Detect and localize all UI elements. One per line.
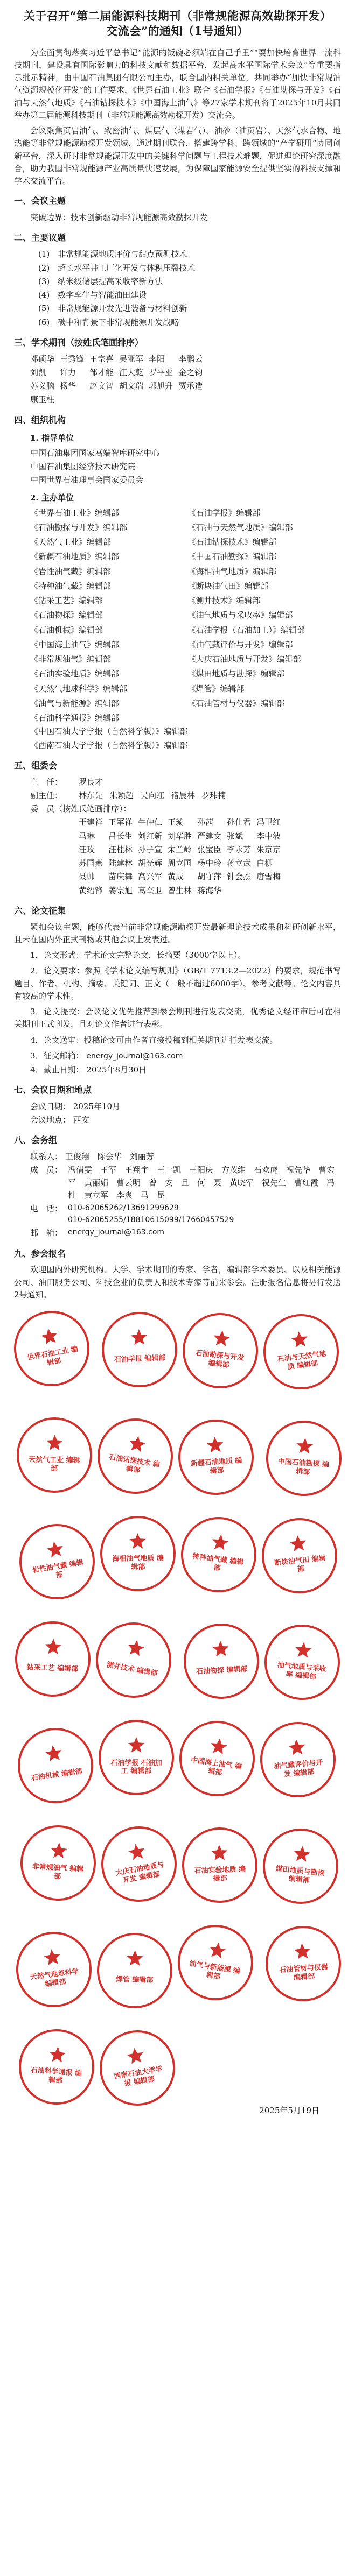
- committee-member: 唐雪梅: [256, 872, 281, 882]
- host-unit: 《天然气工业》编辑部: [30, 537, 112, 547]
- notice-page: [0, 9, 355, 2576]
- subsection-heading: 1. 指导单位: [30, 433, 74, 443]
- seal-label: 石油实验地质 编辑部: [194, 1865, 246, 1883]
- star-icon: [99, 1935, 171, 2007]
- official-seal: [176, 1417, 256, 1497]
- seal-label: 石油学报 编辑部: [114, 1354, 166, 1365]
- phone-number[interactable]: 010-62065262/13691299629: [68, 1204, 179, 1212]
- star-icon: [98, 1823, 180, 1905]
- committee-member: 刘华胜: [168, 831, 192, 841]
- committee-member: 钟会杰: [227, 872, 252, 882]
- section-date-place: [14, 1084, 341, 1126]
- committee-member: 白柳: [256, 858, 273, 869]
- subsection-heading: 2. 主办单位: [30, 493, 74, 503]
- seal-label: 中国海上油气 编辑部: [190, 1756, 242, 1777]
- host-unit: 《西南石油大学学报（自然科学版）》编辑部: [30, 740, 188, 750]
- committee-member: 周立国: [168, 858, 192, 869]
- name-item: 汪大乾: [119, 367, 144, 377]
- seal-label: 石油与天然气地质 编辑部: [277, 1350, 327, 1372]
- host-unit: 《特种油气藏》编辑部: [30, 581, 112, 591]
- vice-name: 朱颖超: [109, 790, 134, 800]
- official-seal: [182, 1622, 261, 1701]
- committee-member: 冯卫红: [256, 817, 281, 828]
- seal-label: 油气地质与采收率 编辑部: [277, 1661, 327, 1682]
- committee-members-grid: [79, 816, 281, 897]
- seal-label: 断块油气田 编辑部: [274, 1554, 326, 1574]
- official-seal: [16, 1417, 93, 1493]
- section-heading: 七、会议日期和地点: [14, 1084, 92, 1095]
- committee-member: 宋兰岭: [168, 844, 192, 855]
- vice-name: 褚晨林: [171, 790, 196, 800]
- name-item: 李鹏云: [178, 354, 203, 364]
- star-icon: [16, 1622, 90, 1696]
- name-item: 赵文智: [89, 381, 114, 391]
- contact-row: [14, 1151, 341, 1163]
- theme-text: 突破边界：技术创新驱动非常规能源高效勘探开发: [30, 213, 208, 223]
- star-icon: [96, 2028, 178, 2109]
- star-icon: [183, 1829, 257, 1902]
- star-icon: [14, 1930, 93, 2009]
- star-icon: [21, 1826, 96, 1901]
- submission-email-row: [14, 1050, 341, 1063]
- section-heading: 四、组织机构: [14, 414, 66, 425]
- secretariat-members-row: [14, 1164, 341, 1202]
- phone-label: 电 话：: [30, 1204, 63, 1213]
- seal-label: 岩性油气藏 编辑部: [32, 1559, 84, 1580]
- papers-intro: 紧扣会议主题，能够代表当前非常规能源勘探开发最新理论技术成果和科研创新水平，且未在国内外正式刊物或其他会议上发表过。: [14, 922, 341, 944]
- committee-member: 牛仲仁: [138, 817, 163, 828]
- date-label: 会议日期：: [30, 1101, 71, 1111]
- seal-label: 石油科学通报 编辑部: [30, 2066, 82, 2085]
- seal-label: 测井技术 编辑部: [106, 1661, 158, 1678]
- star-icon: [181, 1312, 259, 1390]
- host-unit: 《石油与天然气地质》编辑部: [187, 522, 293, 532]
- name-item: 王宗喜: [89, 354, 114, 364]
- host-unit: 《油气藏评价与开发》编辑部: [187, 639, 293, 650]
- star-icon: [103, 1313, 177, 1387]
- vice-names: [79, 789, 226, 802]
- star-icon: [259, 1721, 336, 1798]
- official-seal: [14, 1620, 92, 1698]
- name-item: 杨华: [60, 381, 76, 391]
- date-value: 2025年10月: [73, 1101, 121, 1111]
- committee-member: 张斌: [227, 831, 243, 841]
- official-seal: [95, 1820, 183, 1908]
- host-unit: 《油气与新能源》编辑部: [30, 698, 120, 708]
- place-row: [14, 1114, 341, 1126]
- name-item: 邓硕华: [30, 354, 55, 364]
- committee-members-row: [14, 816, 341, 897]
- official-seal: [92, 1413, 178, 1499]
- name-item: 王秀锋: [60, 354, 85, 364]
- star-icon: [16, 1521, 98, 1603]
- deadline-row: [14, 1064, 341, 1076]
- host-unit: 《中国海上油气》编辑部: [30, 639, 120, 650]
- seal-label: 海相油气地质 编辑部: [112, 1554, 164, 1572]
- official-seal: [96, 1932, 173, 2009]
- star-icon: [177, 1719, 257, 1799]
- deadline-value: 2025年8月30日: [86, 1064, 147, 1075]
- contact-names: 王俊翔 陈会华 刘丽芳: [65, 1152, 154, 1161]
- guide-unit: 中国石油集团国家高端智库研究中心: [30, 448, 160, 458]
- name-item: 贾承造: [178, 381, 203, 391]
- host-unit: 《石油学报》编辑部: [187, 507, 261, 518]
- name-item: 吴亚军: [119, 354, 144, 364]
- host-unit: 《岩性油气藏》编辑部: [30, 566, 112, 576]
- committee-chair-row: [14, 776, 341, 788]
- host-unit: 《石油钻探技术》编辑部: [187, 537, 277, 547]
- official-seal: [16, 2027, 96, 2107]
- place-label: 会议地点：: [30, 1114, 71, 1125]
- vice-name: 吴向红: [140, 790, 165, 800]
- papers-item: 1．论文形式：学术论文完整论文，长摘要（3000字以上）。: [30, 950, 246, 961]
- vice-name: 林东先: [79, 790, 103, 800]
- member-label: 成 员：: [30, 1165, 63, 1175]
- host-units-grid: [14, 507, 341, 710]
- committee-member: 严建文: [197, 831, 222, 841]
- committee-member: 孙茜: [197, 817, 214, 828]
- host-unit: 《中国石油大学学报（自然科学版）》编辑部: [30, 726, 188, 737]
- committee-member: 曾生林: [168, 885, 192, 895]
- seal-label: 世界石油工业 编辑部: [26, 1345, 79, 1367]
- name-item: 许力: [60, 367, 76, 377]
- official-seal: [263, 1418, 344, 1498]
- host-unit: 《测井技术》编辑部: [187, 596, 261, 606]
- official-seal: [14, 1519, 100, 1605]
- seal-label: 天然气工业 编辑部: [28, 1456, 80, 1473]
- star-icon: [179, 1515, 258, 1594]
- section-secretariat: [14, 1134, 341, 1239]
- journal-names-grid: [14, 353, 341, 406]
- host-unit: 《石油勘探与开发》编辑部: [30, 522, 128, 532]
- registration-text: 欢迎国内外研究机构、大学、学术期刊的专家、学者，编辑部学术委员、以及相关能源公司、油田服务公司、科技企业的负责人和技术专家等前来参会。注册报名信息将另行发送2号通知。: [14, 1265, 341, 1300]
- official-seal: [259, 1310, 343, 1394]
- committee-member: 胡光辉: [138, 858, 163, 869]
- page-title: 关于召开“第二届能源科技期刊（非常规能源高效勘探开发）交流会”的通知（1号通知）: [23, 9, 332, 38]
- committee-members-label: 委 员（按姓氏笔画排序）：: [30, 804, 131, 814]
- section-heading: 三、学术期刊（按姓氏笔画排序）: [14, 337, 144, 348]
- topic-item: (3) 纳米级储层提高采收率新方法: [38, 276, 163, 286]
- official-seal: [90, 1617, 177, 1704]
- committee-member: 孙子宣: [138, 844, 163, 855]
- section-heading: 六、论文征集: [14, 905, 66, 916]
- host-unit: 《中国石油勘探》编辑部: [187, 552, 277, 562]
- star-icon: [101, 1722, 172, 1793]
- star-icon: [184, 1624, 259, 1699]
- committee-member: 苏国燕: [79, 858, 103, 869]
- star-icon: [266, 1926, 342, 2002]
- role-label: 副主任：: [30, 790, 63, 800]
- topic-item: (2) 超长水平井工厂化开发与体积压裂技术: [38, 263, 196, 273]
- contact-label: 联系人：: [30, 1152, 63, 1161]
- committee-member: 黄绍锋: [79, 885, 103, 895]
- host-unit: 《海相油气地质》编辑部: [187, 566, 277, 576]
- papers-item: 2．论文要求：参照《学术论文编写规则》（GB/T 7713.2—2022）的要求，规范书写题目、作者、机构、摘要、关键词、正文（一般不超过6000字）、参考文献等。论文内容具有较高的学术性。: [14, 966, 341, 1001]
- phone-row: [14, 1203, 341, 1226]
- committee-member: 张宝臣: [197, 844, 222, 855]
- official-seal: [172, 1919, 259, 2006]
- name-item: 金之钧: [178, 367, 203, 377]
- seal-label: 石油物探 编辑部: [196, 1665, 248, 1676]
- seal-label: 石油机械 编辑部: [31, 1767, 83, 1783]
- secretariat-members: 冯倩雯 王军 王翔宇 王一凯 王阳庆 方茂维 石欢虎 祝先华 曹宏平 黄丽娟 曹云明 曾 安 旦 何 聂 黄晓军 祝先生 曹红霞 冯 杜 黄立军 李爽 马 昆: [68, 1165, 343, 1200]
- official-seal: [99, 1720, 174, 1795]
- official-seal: [259, 1825, 342, 1908]
- committee-member: 孙仕君: [227, 817, 252, 828]
- section-heading: 八、会务组: [14, 1135, 58, 1146]
- star-icon: [175, 1922, 256, 2003]
- vice-name: 罗玮楠: [201, 790, 226, 800]
- section-organization: [14, 414, 341, 752]
- committee-vice-row: [14, 789, 341, 802]
- intro-section: [14, 47, 341, 188]
- name-item: 刘凯: [30, 367, 47, 377]
- section-papers: [14, 905, 341, 1076]
- seal-label: 大庆石油地质与开发 编辑部: [115, 1861, 165, 1885]
- official-seal: [100, 1515, 176, 1592]
- committee-member: 黄成: [168, 872, 184, 882]
- guide-unit: 中国世界石油理事会国家委员会: [30, 475, 144, 485]
- seal-label: 石油管材与仪器 编辑部: [279, 1963, 329, 1982]
- name-item: 康玉柱: [30, 394, 55, 405]
- committee-member: 王军祥: [108, 817, 133, 828]
- phone-number[interactable]: 010-62065255/18810615099/17660457529: [68, 1215, 234, 1224]
- phone-list: [68, 1203, 234, 1226]
- papers-item: 4．论文送审：投稿论文可由作者直接投稿到相关期刊进行发表交流。: [30, 1035, 278, 1045]
- star-icon: [15, 1726, 95, 1806]
- star-icon: [261, 1827, 339, 1905]
- chair-name: 罗良才: [79, 777, 103, 787]
- host-unit: 《大庆石油地质与开发》编辑部: [187, 654, 301, 665]
- sign-date: 2025年5月19日: [259, 2105, 319, 2115]
- section-theme: [14, 195, 341, 224]
- seal-label: 西南石油大学学报 编辑部: [113, 2065, 163, 2088]
- host-unit: 《非常规油气》编辑部: [30, 654, 112, 665]
- host-unit: 《石油机械》编辑部: [30, 625, 103, 635]
- section-registration: [14, 1247, 341, 1302]
- seal-label: 特种油气藏 编辑部: [192, 1552, 245, 1573]
- committee-member: 蒋海华: [197, 885, 222, 895]
- committee-member: 李中波: [256, 831, 281, 841]
- star-icon: [178, 1420, 254, 1495]
- section-heading: 五、组委会: [14, 760, 58, 771]
- section-topics: [14, 231, 341, 328]
- deadline-label: 4．截止日期：: [30, 1064, 84, 1075]
- committee-member: 朱京京: [256, 844, 281, 855]
- name-item: 胡文瑞: [119, 381, 144, 391]
- official-seal: [258, 1514, 341, 1597]
- star-icon: [102, 1518, 174, 1590]
- committee-member: 杨中玲: [197, 858, 222, 869]
- name-item: 李阳: [149, 354, 165, 364]
- official-seal: [261, 1621, 343, 1703]
- host-unit: 《煤田地质与勘探》编辑部: [187, 669, 285, 679]
- seal-label: 煤田地质与勘探 编辑部: [275, 1865, 325, 1886]
- committee-member: 汪玫: [79, 844, 95, 855]
- seal-label: 石油钻探技术 编辑部: [108, 1453, 161, 1475]
- host-unit: 《石油学报（石油加工）》编辑部: [187, 625, 305, 635]
- star-icon: [19, 2029, 95, 2105]
- email-label: 3．征文邮箱：: [30, 1050, 84, 1061]
- seal-label: 焊管 编辑部: [115, 1975, 154, 1985]
- host-unit: 《石油物探》编辑部: [30, 610, 103, 620]
- official-seal: [181, 1826, 259, 1904]
- seal-label: 天然气地球科学 编辑部: [30, 1968, 80, 1989]
- committee-member: 葛奎卫: [138, 885, 163, 895]
- submission-email[interactable]: energy_journal@163.com: [86, 1051, 183, 1061]
- committee-member: 高兴军: [138, 872, 163, 882]
- committee-member: 姜宗旭: [108, 885, 133, 895]
- papers-item: 3．论文提交：会议论文优先推荐到参会期刊进行发表交流，优秀论文经评审后可在相关期刊正式刊发，且对论文作者进行表彰。: [14, 1007, 341, 1029]
- committee-member: 马琳: [79, 831, 95, 841]
- name-item: 郭旭升: [149, 381, 173, 391]
- seal-label: 油气藏评价与开发 编辑部: [273, 1759, 323, 1779]
- committee-member: 于建祥: [79, 817, 103, 828]
- official-seal: [101, 1311, 179, 1389]
- name-item: 苏义脑: [30, 381, 55, 391]
- section-heading: 一、会议主题: [14, 196, 66, 207]
- section-committee: [14, 759, 341, 897]
- star-icon: [18, 1419, 91, 1491]
- official-seal: [177, 1513, 261, 1597]
- date-row: [14, 1100, 341, 1113]
- committee-member: 汪桂林: [108, 844, 133, 855]
- host-unit: 《新疆石油地质》编辑部: [30, 552, 120, 562]
- official-seal: [94, 2025, 180, 2111]
- official-seal: [18, 1824, 98, 1903]
- official-seals-area: [14, 1310, 341, 2139]
- host-unit: 《断块油气田》编辑部: [187, 581, 269, 591]
- star-icon: [260, 1517, 338, 1595]
- mail-label: 邮 箱：: [30, 1228, 63, 1238]
- committee-member: 刘红新: [138, 831, 163, 841]
- seal-label: 非常规油气 编辑部: [32, 1863, 84, 1881]
- host-unit: 《石油实验地质》编辑部: [30, 669, 120, 679]
- star-icon: [94, 1416, 176, 1497]
- name-item: 邹才能: [89, 367, 114, 377]
- committee-member: 王璇: [168, 817, 184, 828]
- star-icon: [93, 1619, 175, 1702]
- official-seal: [175, 1716, 260, 1801]
- section-journals: [14, 336, 341, 406]
- star-icon: [11, 1308, 93, 1390]
- intro-paragraph: 为全面贯彻落实习近平总书记“能源的饭碗必须端在自己手里”“要加快培育世界一流科技期刊，建设具有国际影响力的科技文献和数据平台，发起高水平国际学术会议”等重要指示批示精神，由中国石油集团有限公司主办，联合国内相关单位，共同举办“加快非常规油气资源规模化开发”的工作要求，《世界石油工业》联合《石油学报》《石油勘探与开发》《石油与天然气地质》《石油钻探技术》《中国海上油气》等27家学术期刊将于2025年10月共同举办第二届能源科技期刊（非常规能源高效勘探开发）交流会。: [14, 47, 341, 120]
- star-icon: [263, 1624, 340, 1701]
- host-unit: 《世界石油工业》编辑部: [30, 507, 120, 518]
- name-item: 罗平亚: [149, 367, 173, 377]
- seal-label: 石油勘探与开发 编辑部: [194, 1349, 245, 1370]
- host-unit: 《焊管》编辑部: [187, 683, 245, 694]
- committee-member: 李永芳: [227, 844, 252, 855]
- seal-label: 石油学报 石油加工 编辑部: [110, 1759, 162, 1776]
- committee-member: 陆建林: [108, 858, 133, 869]
- official-seal: [8, 1305, 95, 1392]
- committee-member: 胡守萍: [197, 872, 222, 882]
- official-seal: [12, 1928, 96, 2012]
- seal-label: 油气与新能源 编辑部: [189, 1960, 241, 1981]
- topic-item: (1) 非常规能源地质评价与甜点预测技术: [38, 249, 187, 259]
- topic-item: (6) 碳中和背景下非常规能源开发战略: [38, 317, 179, 327]
- official-seal: [179, 1309, 262, 1392]
- official-seal: [13, 1723, 98, 1808]
- committee-member: 聂帅: [79, 872, 95, 882]
- role-label: 主 任：: [30, 777, 63, 787]
- topic-item: (4) 数字孪生与智能油田建设: [38, 290, 147, 300]
- secretariat-email[interactable]: energy_journal@163.com: [68, 1228, 165, 1237]
- official-seal: [257, 1719, 339, 1801]
- host-unit: 《油气地质与采收率》编辑部: [187, 610, 293, 620]
- committee-member: 蒋立武: [227, 858, 252, 869]
- section-heading: 九、参会报名: [14, 1248, 66, 1259]
- host-unit: 《钻采工艺》编辑部: [30, 596, 103, 606]
- mail-row: [14, 1227, 341, 1239]
- seal-label: 新疆石油地质 编辑部: [190, 1457, 242, 1476]
- host-unit: 《石油管材与仪器》编辑部: [187, 698, 285, 708]
- committee-member: 吕长生: [108, 831, 133, 841]
- guide-unit: 中国石油集团经济技术研究院: [30, 461, 136, 471]
- intro-paragraph: 会议聚焦页岩油气、致密油气、煤层气（煤岩气）、油砂（油页岩）、天然气水合物、地热能等非常规能源勘探开发领域，通过期刊联合，搭建跨学科、跨领域的“产学研用”协同创新平台，深入研讨非常规能源开发中的关键科学问题与工程技术难题，促进理论研究深度融合，助力我国非常规能源产业高质量快速发展，为保障国家能源安全提供坚实的科技支撑和学术交流平台。: [14, 126, 341, 186]
- seal-label: 钻采工艺 编辑部: [26, 1663, 79, 1674]
- star-icon: [266, 1421, 342, 1497]
- host-unit: 《石油科学通报》编辑部: [30, 713, 120, 723]
- host-unit: 《天然气地球科学》编辑部: [30, 683, 128, 694]
- place-value: 西安: [73, 1114, 89, 1125]
- topic-item: (5) 非常规能源开发先进装备与材料创新: [38, 304, 187, 314]
- seal-label: 中国石油勘探 编辑部: [277, 1458, 330, 1477]
- committee-member: 苗庆舞: [108, 872, 133, 882]
- section-heading: 二、主要议题: [14, 232, 66, 243]
- star-icon: [261, 1312, 340, 1392]
- official-seal: [263, 1923, 343, 2003]
